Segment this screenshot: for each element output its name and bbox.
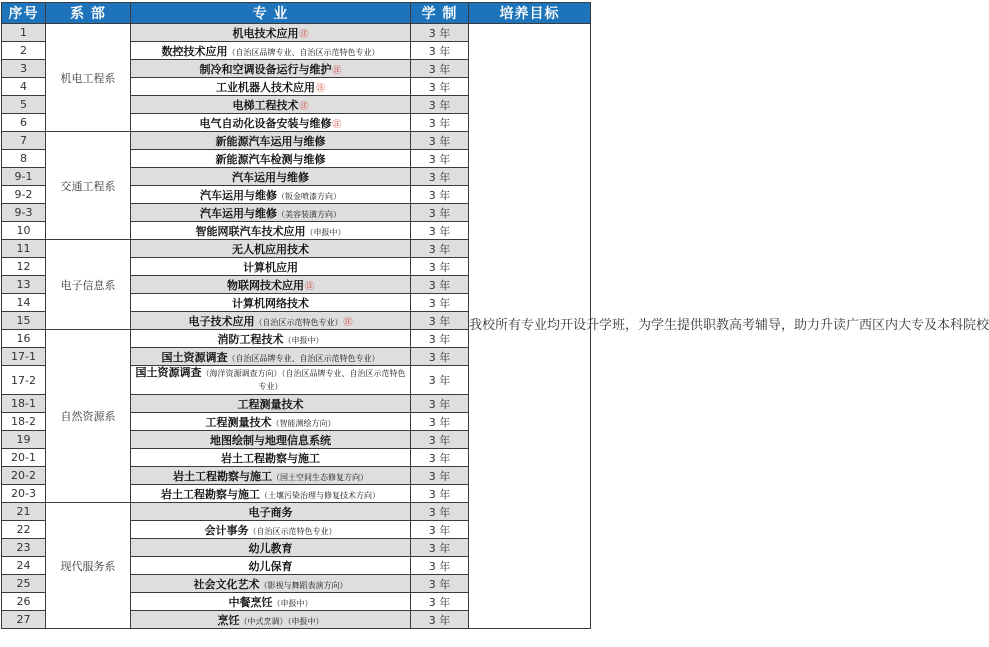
- major-name: 岩土工程勘察与施工: [173, 469, 272, 483]
- row-seq: 20-2: [2, 467, 46, 485]
- major-text: [162, 45, 380, 58]
- row-major: [131, 96, 411, 114]
- row-major: [131, 449, 411, 467]
- header-goal: 培养目标: [469, 3, 591, 24]
- major-text: [200, 207, 341, 220]
- row-duration: 3 年: [411, 240, 469, 258]
- major-name: 电子技术应用: [188, 314, 255, 328]
- row-major: [131, 204, 411, 222]
- major-text: [232, 171, 309, 184]
- row-seq: 6: [2, 114, 46, 132]
- major-name: 计算机应用: [243, 260, 298, 274]
- major-name: 会计事务: [204, 523, 249, 537]
- major-name: 工程测量技术: [205, 415, 272, 429]
- row-seq: 5: [2, 96, 46, 114]
- row-major: [131, 503, 411, 521]
- note-mark-icon: ㊟: [332, 65, 342, 76]
- majors-table: [1, 2, 989, 629]
- major-text: [194, 578, 348, 591]
- row-duration: 3 年: [411, 294, 469, 312]
- row-duration: 3 年: [411, 431, 469, 449]
- row-seq: 21: [2, 503, 46, 521]
- major-note: （自治区品牌专业、自治区示范特色专业）: [227, 47, 380, 57]
- row-seq: 15: [2, 312, 46, 330]
- major-text: [232, 99, 308, 112]
- row-seq: 19: [2, 431, 46, 449]
- major-text: [243, 261, 298, 274]
- major-note: （自治区品牌专业、自治区示范特色专业）: [227, 353, 380, 363]
- row-seq: 9-2: [2, 186, 46, 204]
- row-seq: 1: [2, 24, 46, 42]
- major-name: 无人机应用技术: [232, 242, 309, 256]
- table-body: [2, 24, 989, 629]
- major-note: （中式烹调）（申报中）: [239, 616, 324, 626]
- major-name: 幼儿保育: [248, 559, 293, 573]
- major-name: 数控技术应用: [161, 44, 228, 58]
- row-seq: 25: [2, 575, 46, 593]
- row-duration: 3 年: [411, 348, 469, 366]
- major-text: [131, 366, 410, 394]
- major-name: 制冷和空调设备运行与维护: [199, 62, 332, 76]
- major-name: 新能源汽车检测与维修: [215, 152, 326, 166]
- row-duration: 3 年: [411, 150, 469, 168]
- note-mark-icon: ㊟: [332, 119, 342, 130]
- major-text: [232, 243, 309, 256]
- major-text: [218, 614, 324, 627]
- row-major: [131, 294, 411, 312]
- major-name: 幼儿教育: [248, 541, 293, 555]
- row-major: [131, 557, 411, 575]
- row-seq: 18-2: [2, 413, 46, 431]
- row-seq: 23: [2, 539, 46, 557]
- row-duration: 3 年: [411, 503, 469, 521]
- major-name: 电梯工程技术: [232, 98, 299, 112]
- row-duration: 3 年: [411, 96, 469, 114]
- note-mark-icon: ㊟: [304, 281, 314, 292]
- row-seq: 7: [2, 132, 46, 150]
- major-name: 机电技术应用: [232, 26, 299, 40]
- major-text: [199, 117, 341, 130]
- header-duration: 学 制: [411, 3, 469, 24]
- row-duration: 3 年: [411, 539, 469, 557]
- row-major: [131, 413, 411, 431]
- row-seq: 17-1: [2, 348, 46, 366]
- row-seq: 14: [2, 294, 46, 312]
- row-seq: 9-1: [2, 168, 46, 186]
- major-text: [196, 225, 346, 238]
- row-seq: 17-2: [2, 366, 46, 395]
- row-duration: 3 年: [411, 24, 469, 42]
- major-name: 消防工程技术: [217, 332, 284, 346]
- major-name: 国土资源调查: [135, 366, 202, 379]
- major-text: [249, 560, 293, 573]
- row-duration: 3 年: [411, 449, 469, 467]
- major-text: [216, 81, 325, 94]
- major-text: [218, 333, 324, 346]
- row-major: [131, 150, 411, 168]
- major-note: （国土空间生态修复方向）: [272, 472, 368, 482]
- major-text: [188, 315, 352, 328]
- major-text: [249, 542, 293, 555]
- row-major: [131, 240, 411, 258]
- major-text: [162, 351, 380, 364]
- row-major: [131, 78, 411, 96]
- row-major: [131, 593, 411, 611]
- major-name: 智能网联汽车技术应用: [195, 224, 306, 238]
- major-note: （智能测绘方向）: [271, 418, 336, 428]
- row-duration: 3 年: [411, 395, 469, 413]
- row-seq: 9-3: [2, 204, 46, 222]
- major-name: 汽车运用与维修: [200, 206, 277, 220]
- major-text: [173, 470, 368, 483]
- row-major: [131, 575, 411, 593]
- major-text: [221, 452, 320, 465]
- row-seq: 3: [2, 60, 46, 78]
- row-major: [131, 431, 411, 449]
- major-text: [232, 27, 308, 40]
- row-major: [131, 395, 411, 413]
- note-mark-icon: ㊟: [315, 83, 325, 94]
- goal-text: 我校所有专业均开设升学班，为学生提供职教高考辅导，助力升读广西区内大专及本科院校: [469, 24, 591, 629]
- row-major: [131, 366, 411, 395]
- dept-cell: 现代服务系: [46, 503, 131, 629]
- row-duration: 3 年: [411, 132, 469, 150]
- major-name: 社会文化艺术: [193, 577, 260, 591]
- major-note: （申报中）: [305, 227, 346, 237]
- row-duration: 3 年: [411, 186, 469, 204]
- major-text: [216, 135, 326, 148]
- major-name: 电气自动化设备安装与维修: [199, 116, 332, 130]
- row-major: [131, 611, 411, 629]
- major-text: [206, 416, 336, 429]
- row-major: [131, 348, 411, 366]
- major-text: [216, 153, 326, 166]
- row-major: [131, 132, 411, 150]
- dept-cell: 机电工程系: [46, 24, 131, 132]
- row-seq: 10: [2, 222, 46, 240]
- table-header-row: [2, 3, 591, 24]
- major-note: （申报中）: [272, 598, 313, 608]
- major-name: 工业机器人技术应用: [215, 80, 315, 94]
- major-note: （申报中）: [283, 335, 324, 345]
- major-note: （钣金喷漆方向）: [277, 191, 341, 201]
- row-duration: 3 年: [411, 258, 469, 276]
- row-major: [131, 539, 411, 557]
- major-name: 岩土工程勘察与施工: [161, 487, 260, 501]
- header-seq: 序号: [2, 3, 46, 24]
- row-seq: 2: [2, 42, 46, 60]
- major-text: [232, 297, 309, 310]
- note-mark-icon: ㊟: [343, 317, 353, 328]
- dept-cell: 电子信息系: [46, 240, 131, 330]
- row-seq: 27: [2, 611, 46, 629]
- major-name: 岩土工程勘察与施工: [221, 451, 320, 465]
- row-duration: 3 年: [411, 366, 469, 395]
- row-seq: 4: [2, 78, 46, 96]
- major-name: 物联网技术应用: [226, 278, 304, 292]
- row-duration: 3 年: [411, 330, 469, 348]
- row-seq: 11: [2, 240, 46, 258]
- row-seq: 24: [2, 557, 46, 575]
- major-name: 国土资源调查: [161, 350, 228, 364]
- dept-cell: 交通工程系: [46, 132, 131, 240]
- row-major: [131, 330, 411, 348]
- row-seq: 20-1: [2, 449, 46, 467]
- major-text: [199, 63, 341, 76]
- major-name: 电子商务: [248, 505, 293, 519]
- header-major: 专 业: [131, 3, 411, 24]
- row-major: [131, 258, 411, 276]
- row-seq: 12: [2, 258, 46, 276]
- note-mark-icon: ㊟: [299, 101, 309, 112]
- row-major: [131, 276, 411, 294]
- dept-cell: 自然资源系: [46, 330, 131, 503]
- major-text: [205, 524, 337, 537]
- row-duration: 3 年: [411, 276, 469, 294]
- row-seq: 26: [2, 593, 46, 611]
- major-note: （海洋资源调查方向）（自治区品牌专业、自治区示范特色专业）: [201, 369, 406, 391]
- major-text: [227, 279, 314, 292]
- row-duration: 3 年: [411, 60, 469, 78]
- row-major: [131, 168, 411, 186]
- row-seq: 18-1: [2, 395, 46, 413]
- major-text: [161, 488, 380, 501]
- row-seq: 8: [2, 150, 46, 168]
- major-note: （土壤污染治理与修复技术方向）: [260, 490, 380, 500]
- row-seq: 22: [2, 521, 46, 539]
- major-text: [200, 189, 341, 202]
- major-text: [238, 398, 304, 411]
- header-dept: 系 部: [46, 3, 131, 24]
- row-major: [131, 312, 411, 330]
- major-note: （自治区示范特色专业）: [248, 526, 337, 536]
- row-duration: 3 年: [411, 611, 469, 629]
- table-row: [2, 24, 591, 42]
- major-name: 计算机网络技术: [232, 296, 309, 310]
- row-duration: 3 年: [411, 413, 469, 431]
- row-major: [131, 186, 411, 204]
- row-major: [131, 42, 411, 60]
- row-duration: 3 年: [411, 593, 469, 611]
- row-major: [131, 485, 411, 503]
- major-name: 汽车运用与维修: [232, 170, 309, 184]
- major-note: （美容装潢方向）: [277, 209, 341, 219]
- row-major: [131, 467, 411, 485]
- major-name: 地图绘制与地理信息系统: [210, 433, 331, 447]
- row-seq: 20-3: [2, 485, 46, 503]
- row-duration: 3 年: [411, 312, 469, 330]
- row-duration: 3 年: [411, 78, 469, 96]
- major-name: 中餐烹饪: [228, 595, 273, 609]
- row-major: [131, 24, 411, 42]
- note-mark-icon: ㊟: [299, 29, 309, 40]
- major-text: [210, 434, 331, 447]
- major-name: 工程测量技术: [237, 397, 304, 411]
- row-duration: 3 年: [411, 204, 469, 222]
- major-name: 烹饪: [217, 613, 240, 627]
- row-major: [131, 114, 411, 132]
- row-major: [131, 60, 411, 78]
- major-note: （影视与舞蹈表演方向）: [259, 580, 348, 590]
- row-duration: 3 年: [411, 168, 469, 186]
- major-text: [249, 506, 293, 519]
- row-duration: 3 年: [411, 521, 469, 539]
- row-seq: 13: [2, 276, 46, 294]
- row-major: [131, 222, 411, 240]
- major-name: 新能源汽车运用与维修: [215, 134, 326, 148]
- row-major: [131, 521, 411, 539]
- row-duration: 3 年: [411, 222, 469, 240]
- row-duration: 3 年: [411, 575, 469, 593]
- major-note: （自治区示范特色专业）: [254, 317, 343, 327]
- row-duration: 3 年: [411, 42, 469, 60]
- major-text: [229, 596, 313, 609]
- major-name: 汽车运用与维修: [200, 188, 277, 202]
- row-duration: 3 年: [411, 557, 469, 575]
- row-duration: 3 年: [411, 485, 469, 503]
- row-duration: 3 年: [411, 114, 469, 132]
- row-seq: 16: [2, 330, 46, 348]
- row-duration: 3 年: [411, 467, 469, 485]
